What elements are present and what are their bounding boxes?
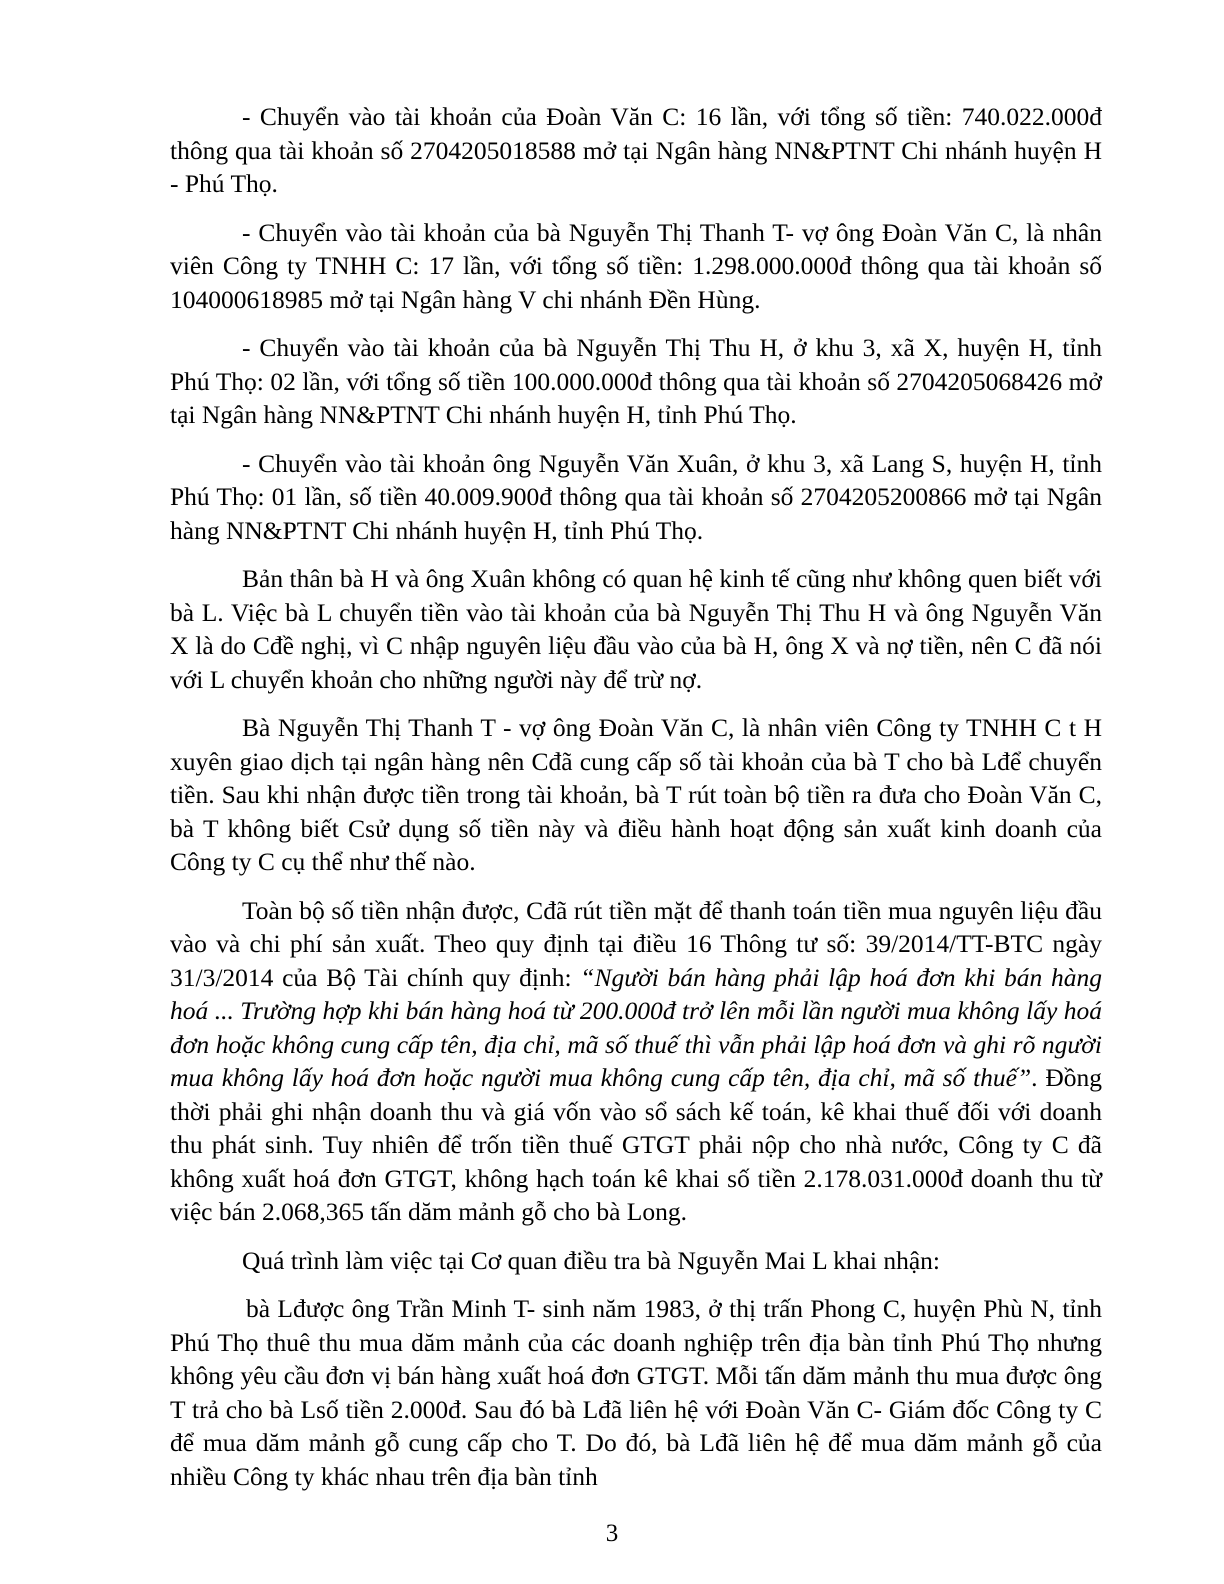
paragraph-legal-regulation — [170, 894, 1102, 1229]
regulation-conclusion-text: . Đồng thời phải ghi nhận doanh thu và giá vốn vào sổ sách kế toán, kê khai thuế đối với doanh thu phát sinh. Tuy nhiên để trốn tiền thuế GTGT phải nộp cho nhà nước, Công ty C đã không xuất hoá đơn GTGT, không hạch toán kê khai số tiền 2.178.031.000đ doanh thu từ việc bán 2.068,365 tấn dăm mảnh gỗ cho bà Long. — [170, 1063, 1102, 1226]
paragraph-investigation-intro: Quá trình làm việc tại Cơ quan điều tra bà Nguyễn Mai L khai nhận: — [242, 1245, 941, 1275]
regulation-intro-text: Toàn bộ số tiền nhận được, Cđã rút tiền mặt để thanh toán tiền mua nguyên liệu đầu vào và chi phí sản xuất. Theo quy định tại điều 16 Thông tư số: 39/2014/TT-BTC ngày 31/3/2014 của Bộ Tài chính quy định: — [170, 895, 1102, 992]
regulation-quote: “Người bán hàng phải lập hoá đơn khi bán hàng hoá ... Trường hợp khi bán hàng hoá từ 200.000đ trở lên mỗi lần người mua không lấy hoá đơn hoặc không cung cấp tên, địa chỉ, mã số thuế thì vẫn phải lập hoá đơn và ghi rõ người mua không lấy hoá đơn hoặc người mua không cung cấp tên, địa chỉ, mã số thuế” — [170, 962, 1102, 1092]
paragraph-transfer-nguyen-thi-thu-h: - Chuyển vào tài khoản của bà Nguyễn Thị Thu H, ở khu 3, xã X, huyện H, tỉnh Phú Thọ: 02 lần, với tổng số tiền 100.000.000đ thông qua tài khoản số 2704205068426 mở tại Ngân hàng NN&PTNT Chi nhánh huyện H, tỉnh Phú Thọ. — [170, 333, 1102, 429]
paragraph-transfer-nguyen-thi-thanh-t: - Chuyển vào tài khoản của bà Nguyễn Thị Thanh T- vợ ông Đoàn Văn C, là nhân viên Công ty TNHH C: 17 lần, với tổng số tiền: 1.298.000.000đ thông qua tài khoản số 104000618985 mở tại Ngân hàng V chi nhánh Đền Hùng. — [170, 217, 1102, 314]
paragraph-testimony: bà Lđược ông Trần Minh T- sinh năm 1983, ở thị trấn Phong C, huyện Phù N, tỉnh Phú Thọ thuê thu mua dăm mảnh của các doanh nghiệp trên địa bàn tỉnh Phú Thọ nhưng không yêu cầu đơn vị bán hàng xuất hoá đơn GTGT. Mỗi tấn dăm mảnh thu mua được ông T trả cho bà Lsố tiền 2.000đ. Sau đó bà Lđã liên hệ với Đoàn Văn C- Giám đốc Công ty C để mua dăm mảnh gỗ cung cấp cho T. Do đó, bà Lđã liên hệ để mua dăm mảnh gỗ của nhiều Công ty khác nhau trên địa bàn tỉnh — [170, 1294, 1102, 1491]
page-number: 3 — [605, 1520, 619, 1547]
paragraph-transfer-doan-van-c: - Chuyển vào tài khoản của Đoàn Văn C: 16 lần, với tổng số tiền: 740.022.000đ thông qua tài khoản số 2704205018588 mở tại Ngân hàng NN&PTNT Chi nhánh huyện H - Phú Thọ. — [170, 102, 1102, 198]
document-body — [170, 100, 1102, 1508]
paragraph-wife-account: Bà Nguyễn Thị Thanh T - vợ ông Đoàn Văn C, là nhân viên Công ty TNHH C t H xuyên giao dịch tại ngân hàng nên Cđã cung cấp số tài khoản của bà T cho bà Lđể chuyển tiền. Sau khi nhận được tiền trong tài khoản, bà T rút toàn bộ tiền ra đưa cho Đoàn Văn C, bà T không biết Csử dụng số tiền này và điều hành hoạt động sản xuất kinh doanh của Công ty C cụ thể như thế nào. — [170, 713, 1102, 876]
paragraph-relationship-explanation: Bản thân bà H và ông Xuân không có quan hệ kinh tế cũng như không quen biết với bà L. Việc bà L chuyển tiền vào tài khoản của bà Nguyễn Thị Thu H và ông Nguyễn Văn X là do Cđề nghị, vì C nhập nguyên liệu đầu vào của bà H, ông X và nợ tiền, nên C đã nói với L chuyển khoản cho những người này để trừ nợ. — [170, 564, 1102, 694]
paragraph-transfer-nguyen-van-xuan: - Chuyển vào tài khoản ông Nguyễn Văn Xuân, ở khu 3, xã Lang S, huyện H, tỉnh Phú Thọ: 01 lần, số tiền 40.009.900đ thông qua tài khoản số 2704205200866 mở tại Ngân hàng NN&PTNT Chi nhánh huyện H, tỉnh Phú Thọ. — [170, 448, 1102, 545]
